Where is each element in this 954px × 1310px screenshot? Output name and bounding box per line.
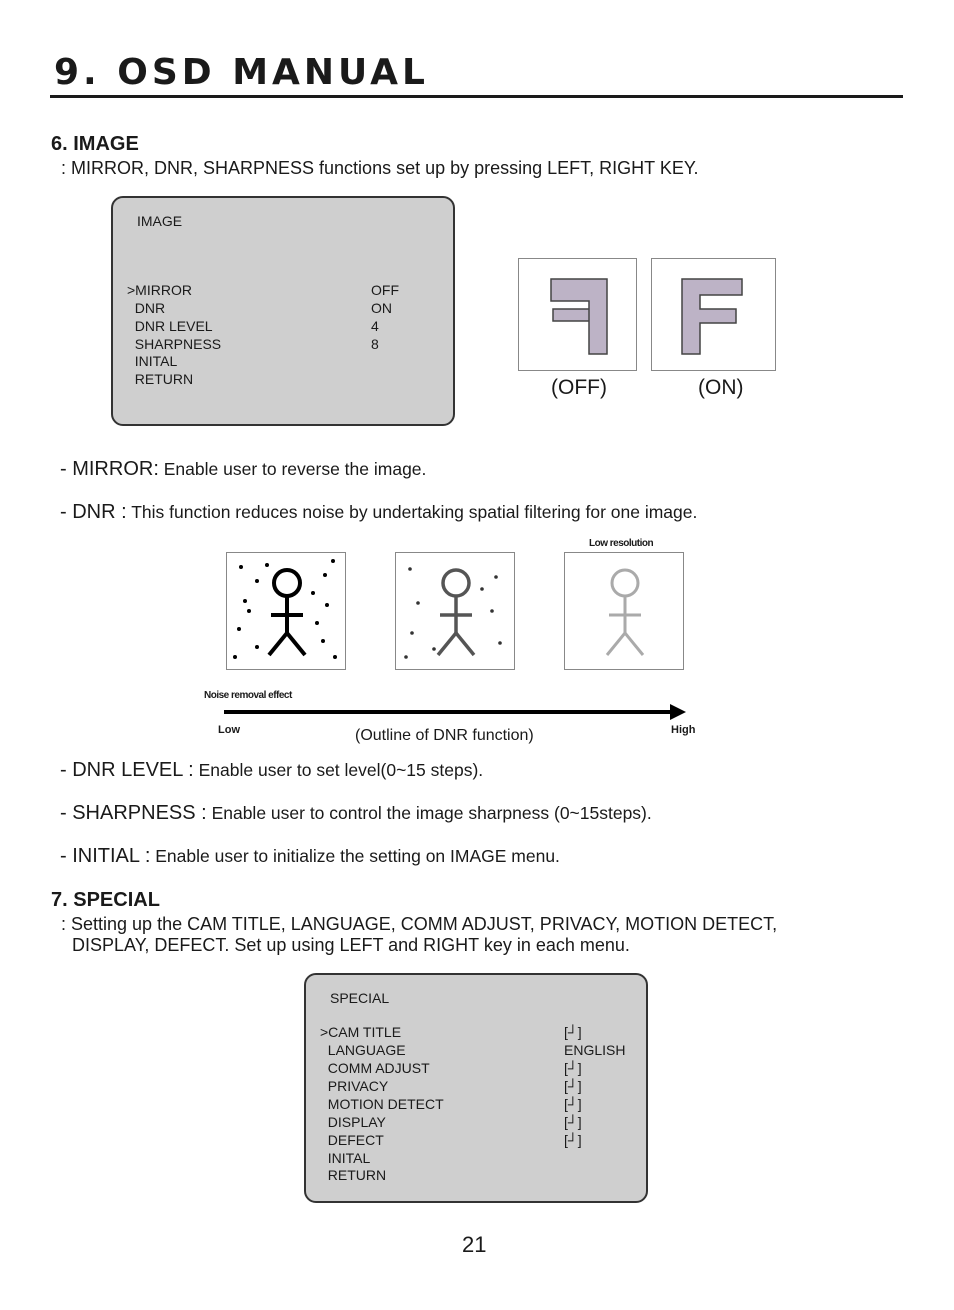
page-title: 9. OSD MANUAL [54,52,429,93]
menu-row-value: [┘] [564,1132,582,1148]
low-label: Low [218,724,240,736]
menu-row-value: ON [371,300,392,316]
mirror-on-caption: (ON) [698,376,744,399]
image-menu-title: IMAGE [137,213,183,229]
mirror-off-caption: (OFF) [551,376,607,399]
menu-row-label: >MIRROR [127,282,192,298]
menu-row-label: SHARPNESS [127,336,222,352]
menu-row-label: LANGUAGE [320,1042,406,1058]
noise-removal-label: Noise removal effect [204,690,292,701]
stick-figure-icon [565,553,683,669]
description-term: - INITIAL : [60,845,151,867]
high-label: High [671,724,696,736]
low-resolution-label: Low resolution [589,538,654,549]
menu-row-value: [┘] [564,1024,582,1040]
title-divider [50,95,903,98]
menu-row-value: 8 [371,336,379,352]
menu-row-value: OFF [371,282,399,298]
menu-row-label: INITAL [320,1150,371,1166]
special-osd-menu [304,973,648,1203]
dnr-noisy-image [226,552,346,670]
menu-row-label: DNR [127,300,166,316]
menu-row-label: COMM ADJUST [320,1060,430,1076]
menu-row-label: RETURN [320,1167,387,1183]
menu-row-label: >CAM TITLE [320,1024,402,1040]
sharpness-description [60,802,652,825]
description-term: - DNR LEVEL : [60,759,194,781]
menu-row-value: ENGLISH [564,1042,626,1058]
description-text: Enable user to reverse the image. [158,459,427,479]
special-section-intro-line1: : Setting up the CAM TITLE, LANGUAGE, COMM ADJUST, PRIVACY, MOTION DETECT, [61,914,778,934]
dnr-figure-caption: (Outline of DNR function) [355,727,534,744]
reversed-f-icon [519,259,636,370]
description-text: This function reduces noise by undertaking spatial filtering for one image. [126,502,698,522]
mirror-description [60,458,426,481]
menu-row-label: DISPLAY [320,1114,386,1130]
description-text: Enable user to initialize the setting on IMAGE menu. [150,846,560,866]
f-letter-icon [652,259,775,370]
menu-row-label: INITAL [127,353,178,369]
description-term: - SHARPNESS : [60,802,207,824]
special-section-intro-line2: DISPLAY, DEFECT. Set up using LEFT and RIGHT key in each menu. [72,935,630,955]
menu-row-label: PRIVACY [320,1078,389,1094]
menu-row-value: [┘] [564,1060,582,1076]
mirror-off-image [518,258,637,371]
image-osd-menu [111,196,455,426]
menu-row-label: MOTION DETECT [320,1096,444,1112]
menu-row-value: 4 [371,318,379,334]
noise-removal-arrow [224,702,688,722]
page-number: 21 [462,1232,487,1257]
description-text: Enable user to set level(0~15 steps). [193,760,484,780]
description-text: Enable user to control the image sharpness (0~15steps). [206,803,652,823]
stick-figure-icon [227,553,345,669]
dnr-medium-image [395,552,515,670]
initial-description [60,845,560,868]
menu-row-value: [┘] [564,1114,582,1130]
special-section-heading: 7. SPECIAL [51,889,160,911]
dnr-level-description [60,759,483,782]
description-term: - DNR : [60,501,127,523]
description-term: - MIRROR: [60,458,159,480]
menu-row-value: [┘] [564,1078,582,1094]
menu-row-label: DNR LEVEL [127,318,213,334]
dnr-low-resolution-image [564,552,684,670]
menu-row-label: RETURN [127,371,194,387]
stick-figure-icon [396,553,514,669]
image-section-heading: 6. IMAGE [51,133,139,155]
mirror-on-image [651,258,776,371]
image-section-intro: : MIRROR, DNR, SHARPNESS functions set up by pressing LEFT, RIGHT KEY. [61,158,699,178]
special-menu-title: SPECIAL [330,990,390,1006]
menu-row-value: [┘] [564,1096,582,1112]
menu-row-label: DEFECT [320,1132,384,1148]
dnr-description [60,501,697,524]
